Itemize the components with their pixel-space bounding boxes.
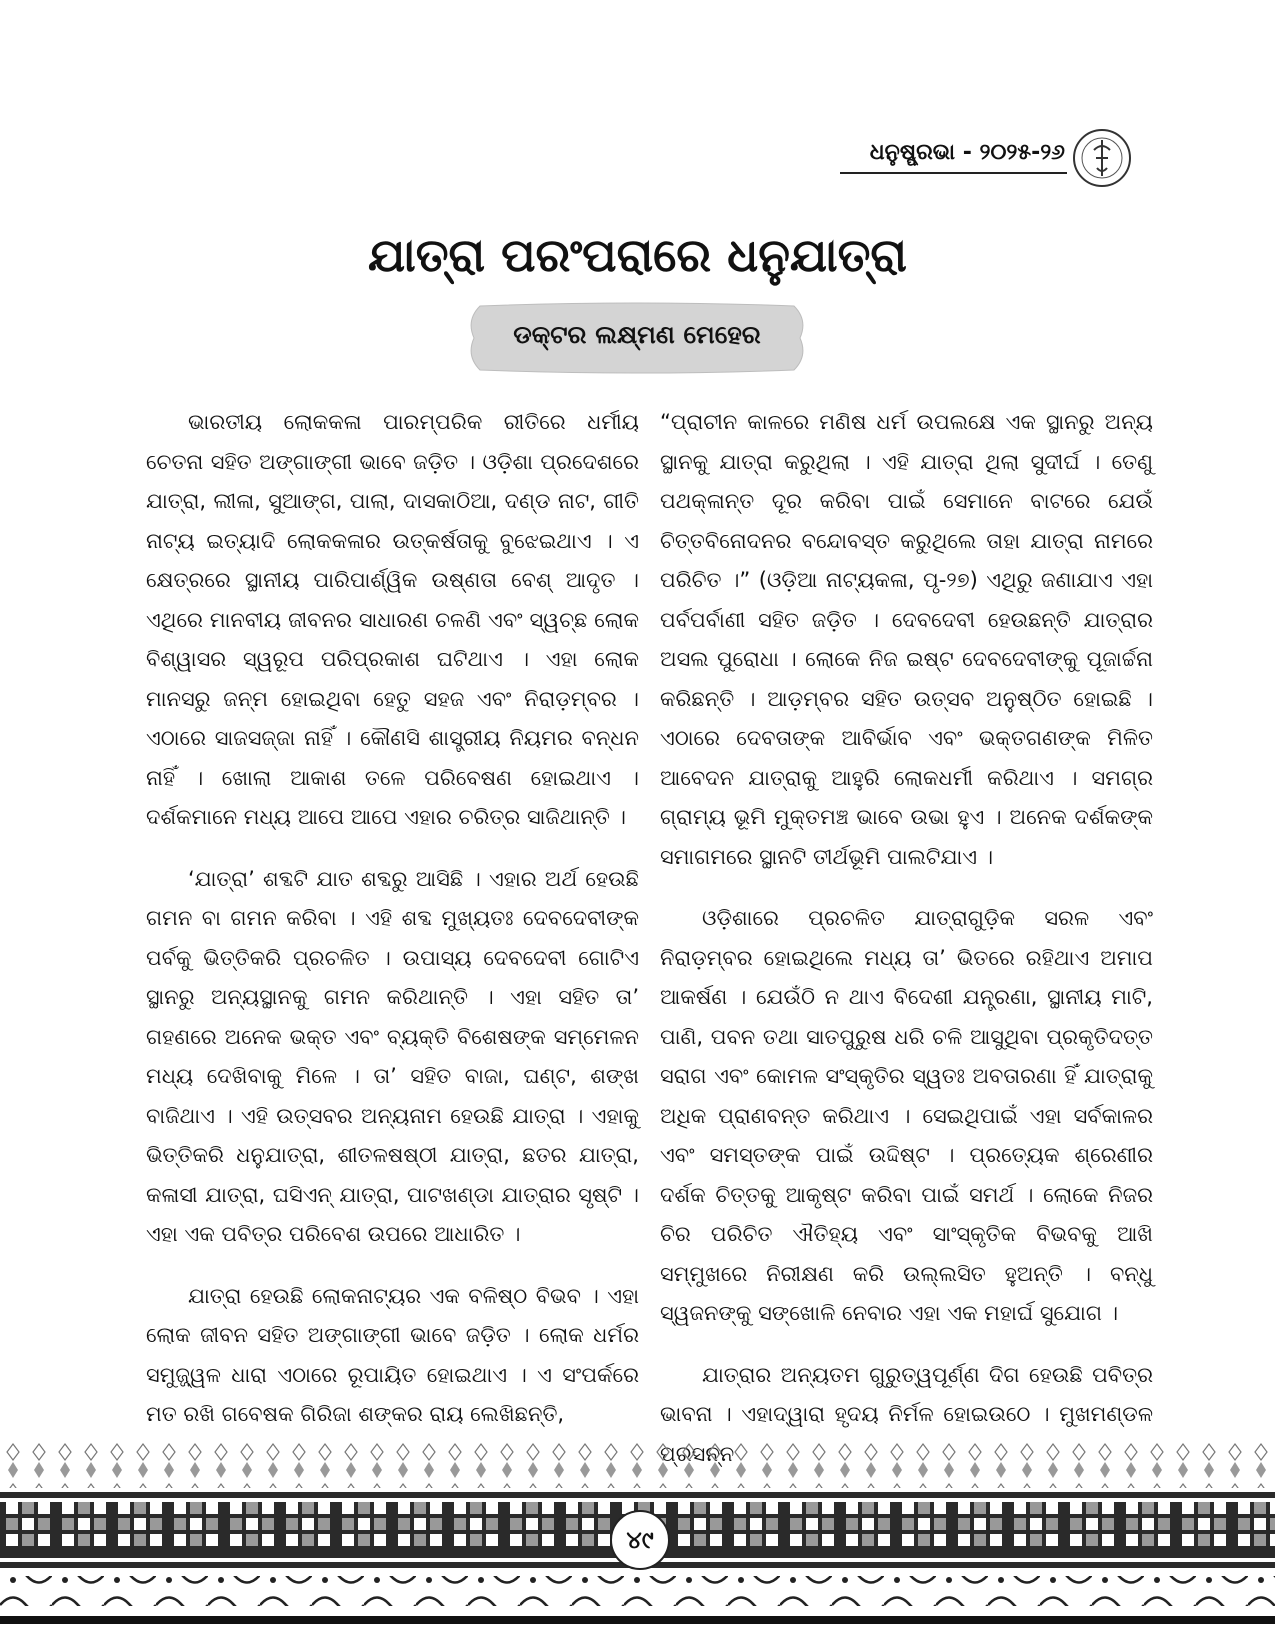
seal-emblem-icon	[1072, 128, 1132, 188]
right-column	[660, 403, 1153, 1496]
article-title: ଯାତ୍ରା ପରଂପରାରେ ଧନୁଯାତ୍ରା	[368, 228, 907, 282]
author-ribbon	[462, 300, 812, 376]
paragraph: ଯାତ୍ରା ହେଉଛି ଲୋକନାଟ୍ୟର ଏକ ବଳିଷ୍ଠ ବିଭବ । ଏହା ଲୋକ ଜୀବନ ସହିତ ଅଙ୍ଗାଙ୍ଗୀ ଭାବେ ଜଡ଼ିତ । ଲୋକ ଧର୍ମର ସମୁଜ୍ଜ୍ୱଳ ଧାରା ଏଠାରେ ରୂପାୟିତ ହୋଇଥାଏ । ଏ ସଂପର୍କରେ ମତ ରଖି ଗବେଷକ ଗିରିଜା ଶଙ୍କର ରାୟ ଲେଖିଛନ୍ତି,	[146, 1283, 639, 1426]
paragraph: “ପ୍ରାଚୀନ କାଳରେ ମଣିଷ ଧର୍ମ ଉପଲକ୍ଷେ ଏକ ସ୍ଥାନରୁ ଅନ୍ୟ ସ୍ଥାନକୁ ଯାତ୍ରା କରୁଥିଲା । ଏହି ଯାତ୍ରା ଥିଲା ସୁଦୀର୍ଘ । ତେଣୁ ପଥକ୍ଳାନ୍ତ ଦୂର କରିବା ପାଇଁ ସେମାନେ ବାଟରେ ଯେଉଁ ଚିତ୍ତବିନୋଦନର ବନ୍ଦୋବସ୍ତ କରୁଥିଲେ ତାହା ଯାତ୍ରା ନାମରେ ପରିଚିତ ।” (ଓଡ଼ିଆ ନାଟ୍ୟକଳା, ପୃ-୨୭) ଏଥିରୁ ଜଣାଯାଏ ଏହା ପର୍ବପର୍ବାଣୀ ସହିତ ଜଡ଼ିତ । ଦେବଦେବୀ ହେଉଛନ୍ତି ଯାତ୍ରାର ଅସଲ ପୁରୋଧା । ଲୋକେ ନିଜ ଇଷ୍ଟ ଦେବଦେବୀଙ୍କୁ ପୂଜାର୍ଚ୍ଚନା କରିଛନ୍ତି । ଆଡ଼ମ୍ବର ସହିତ ଉତ୍ସବ ଅନୁଷ୍ଠିତ ହୋଇଛି । ଏଠାରେ ଦେବତାଙ୍କ ଆବିର୍ଭାବ ଏବଂ ଭକ୍ତଗଣଙ୍କ ମିଳିତ ଆବେଦନ ଯାତ୍ରାକୁ ଆହୁରି ଲୋକଧର୍ମୀ କରିଥାଏ । ସମଗ୍ର ଗ୍ରାମ୍ୟ ଭୂମି ମୁକ୍ତମଞ୍ଚ ଭାବେ ଉଭା ହୁଏ । ଅନେକ ଦର୍ଶକଙ୍କ ସମାଗମରେ ସ୍ଥାନଟି ତୀର୍ଥଭୂମି ପାଲଟିଯାଏ ।	[660, 410, 1153, 869]
paragraph: ଯାତ୍ରାର ଅନ୍ୟତମ ଗୁରୁତ୍ୱପୂର୍ଣ୍ଣ ଦିଗ ହେଉଛି ପବିତ୍ର ଭାବନା । ଏହାଦ୍ୱାରା ହୃଦୟ ନିର୍ମଳ ହୋଇଉଠେ । ମୁଖମଣ୍ଡଳ	[660, 1362, 1153, 1426]
page-number: ୪୯	[610, 1510, 670, 1570]
left-column	[146, 403, 639, 1457]
paragraph: ଓଡ଼ିଶାରେ ପ୍ରଚଳିତ ଯାତ୍ରାଗୁଡ଼ିକ ସରଳ ଏବଂ ନିରାଡ଼ମ୍ବର ହୋଇଥିଲେ ମଧ୍ୟ ତା’ ଭିତରେ ରହିଥାଏ ଅମାପ ଆକର୍ଷଣ । ଯେଉଁଠି ନ ଥାଏ ବିଦେଶୀ ଯନ୍ତ୍ରଣା, ସ୍ଥାନୀୟ ମାଟି, ପାଣି, ପବନ ତଥା ସାତପୁରୁଷ ଧରି ଚଳି ଆସୁଥିବା ପ୍ରକୃତିଦତ୍ତ ସରାଗ ଏବଂ କୋମଳ ସଂସ୍କୃତିର ସ୍ୱତଃ ଅବତାରଣା ହିଁ ଯାତ୍ରାକୁ ଅଧିକ ପ୍ରାଣବନ୍ତ କରିଥାଏ । ସେଇଥିପାଇଁ ଏହା ସର୍ବକାଳର ଏବଂ ସମସ୍ତଙ୍କ ପାଇଁ ଉଦ୍ଦିଷ୍ଟ । ପ୍ରତ୍ୟେକ ଶ୍ରେଣୀର ଦର୍ଶକ ଚିତ୍ତକୁ ଆକୃଷ୍ଟ କରିବା ପାଇଁ ସମର୍ଥ । ଲୋକେ ନିଜର ଚିର ପରିଚିତ ଐତିହ୍ୟ ଏବଂ ସାଂସ୍କୃତିକ ବିଭବକୁ ଆଖି ସମ୍ମୁଖରେ ନିରୀକ୍ଷଣ କରି ଉଲ୍ଲସିତ ହୁଅନ୍ତି । ବନ୍ଧୁ ସ୍ୱଜନଙ୍କୁ ସଙ୍ଖୋଳି ନେବାର ଏହା ଏକ ମହାର୍ଘ ସୁଯୋଗ ।	[660, 906, 1153, 1325]
paragraph: ‘ଯାତ୍ରା’ ଶବ୍ଦଟି ଯାତ ଶବ୍ଦରୁ ଆସିଛି । ଏହାର ଅର୍ଥ ହେଉଛି ଗମନ ବା ଗମନ କରିବା । ଏହି ଶବ୍ଦ ମୁଖ୍ୟତଃ ଦେବଦେବୀଙ୍କ ପର୍ବକୁ ଭିତ୍ତିକରି ପ୍ରଚଳିତ । ଉପାସ୍ୟ ଦେବଦେବୀ ଗୋଟିଏ ସ୍ଥାନରୁ ଅନ୍ୟସ୍ଥାନକୁ ଗମନ କରିଥାନ୍ତି । ଏହା ସହିତ ତା’ ଗହଣରେ ଅନେକ ଭକ୍ତ ଏବଂ ବ୍ୟକ୍ତି ବିଶେଷଙ୍କ ସମ୍ମେଳନ ମଧ୍ୟ ଦେଖିବାକୁ ମିଳେ । ତା’ ସହିତ ବାଜା, ଘଣ୍ଟ, ଶଙ୍ଖ ବାଜିଥାଏ । ଏହି ଉତ୍ସବର ଅନ୍ୟନାମ ହେଉଛି ଯାତ୍ରା । ଏହାକୁ ଭିତ୍ତିକରି ଧନୁଯାତ୍ରା, ଶୀତଳଷଷ୍ଠୀ ଯାତ୍ରା, ଛତର ଯାତ୍ରା, କଳାସୀ ଯାତ୍ରା, ଘସିଏନ୍ ଯାତ୍ରା, ପାଟଖଣ୍ଡା ଯାତ୍ରାର ସୃଷ୍ଟି । ଏହା ଏକ ପବିତ୍ର ପରିବେଶ ଉପରେ ଆଧାରିତ ।	[146, 866, 639, 1246]
header-rule	[840, 172, 1067, 174]
running-header: ଧନୁଷ୍ପ୍ରଭା - ୨୦୨୫-୨୬	[869, 140, 1065, 165]
paragraph: ଭାରତୀୟ ଲୋକକଳା ପାରମ୍ପରିକ ରୀତିରେ ଧର୍ମୀୟ ଚେତନା ସହିତ ଅଙ୍ଗାଙ୍ଗୀ ଭାବେ ଜଡ଼ିତ । ଓଡ଼ିଶା ପ୍ରଦେଶରେ ଯାତ୍ରା, ଲୀଳା, ସୁଆଙ୍ଗ, ପାଲା, ଦାସକାଠିଆ, ଦଣ୍ଡ ନାଟ, ଗୀତି ନାଟ୍ୟ ଇତ୍ୟାଦି ଲୋକକଳାର ଉତ୍କର୍ଷତାକୁ ବୁଝେଇଥାଏ । ଏ କ୍ଷେତ୍ରରେ ସ୍ଥାନୀୟ ପାରିପାର୍ଶ୍ୱିକ ଉଷ୍ଣତା ବେଶ୍ ଆଦୃତ । ଏଥିରେ ମାନବୀୟ ଜୀବନର ସାଧାରଣ ଚଳଣି ଏବଂ ସ୍ୱଚ୍ଛ ଲୋକ ବିଶ୍ୱାସର ସ୍ୱରୂପ ପରିପ୍ରକାଶ ଘଟିଥାଏ । ଏହା ଲୋକ ମାନସରୁ ଜନ୍ମ ହୋଇଥିବା ହେତୁ ସହଜ ଏବଂ ନିରାଡ଼ମ୍ବର । ଏଠାରେ ସାଜସଜ୍ଜା ନାହିଁ । କୌଣସି ଶାସ୍ତ୍ରୀୟ ନିୟମର ବନ୍ଧନ ନାହିଁ । ଖୋଲା ଆକାଶ ତଳେ ପରିବେଷଣ ହୋଇଥାଏ । ଦର୍ଶକମାନେ ମଧ୍ୟ ଆପେ ଆପେ ଏହାର ଚରିତ୍ର ସାଜିଥାନ୍ତି ।	[146, 410, 639, 829]
author-name: ଡକ୍ଟର ଲକ୍ଷ୍ମଣ ମେହେର	[513, 320, 761, 349]
